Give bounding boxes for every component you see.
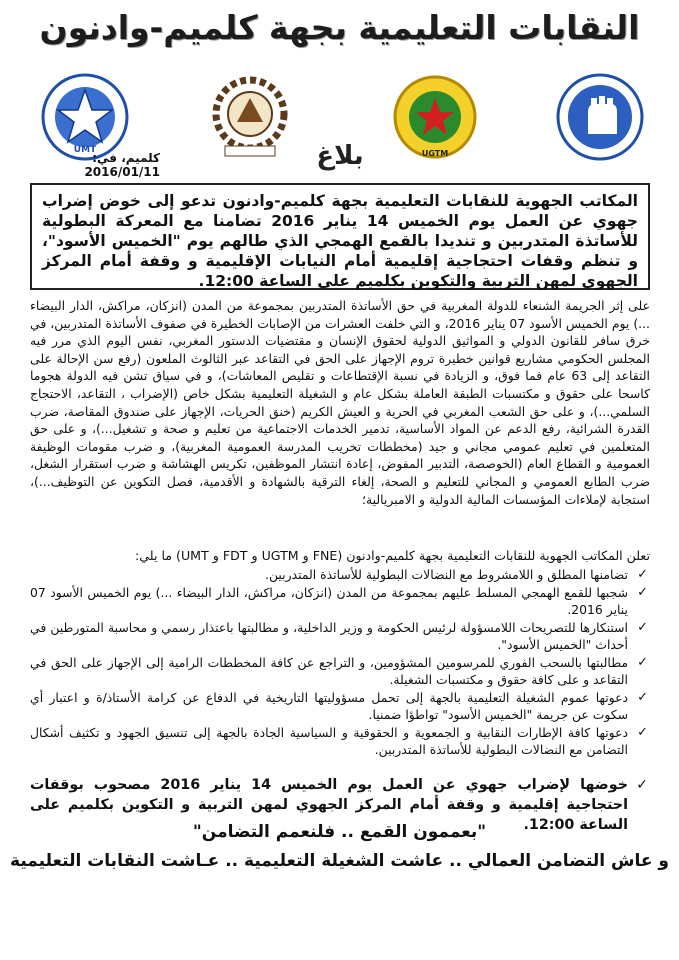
list-item: ✓ مطالبتها بالسحب الفوري للمرسومين المشؤومين، و التراجع عن كافة المخططات الرامية إلى الإجهاز على الحق في التقاعد و على كافة حقوق و مكتسبات الشغيلة. bbox=[30, 654, 648, 687]
svg-text:UGTM: UGTM bbox=[421, 149, 449, 158]
document-date: كلميم، في: 2016/01/11 bbox=[84, 151, 160, 179]
check-icon: ✓ bbox=[637, 619, 648, 635]
list-item: ✓ دعوتها عموم الشغيلة التعليمية بالجهة إلى تحمل مسؤوليتها التاريخية في الدفاع عن كرامة الأستاذ/ة و اعتبار أي سكوت عن جريمة "الخميس الأسود" تواطؤا ضمنيا. bbox=[30, 689, 648, 722]
list-item: ✓ دعوتها كافة الإطارات النقابية و الجمعوية و الحقوقية و السياسية الجادة بالجهة إلى تنسيق الجهود و تكثيف أشكال التضامن مع النضالات البطولية للأساتذة المتدربين. bbox=[30, 724, 648, 757]
summary-box: المكاتب الجهوية للنقابات التعليمية بجهة كلميم-وادنون تدعو إلى خوض إضراب جهوي عن العمل يوم الخميس 14 يناير 2016 تضامنا مع المعركة البطولية للأساتذة المتدربين و تنديدا بالقمع الهمجي الذي طالهم يوم "الخميس الأسود"، و تنظم وقفات احتجاجية إقليمية أمام النيابات الإقليمية و وقفة أمام المركز الجهوي لمهن التربية والتكوين بكلميم على الساعة 12:00. bbox=[30, 183, 650, 290]
page-title: النقابات التعليمية بجهة كلميم-وادنون bbox=[39, 8, 640, 47]
check-icon: ✓ bbox=[637, 584, 648, 600]
slogan-line-2: و عاش التضامن العمالي .. عاشت الشغيلة التعليمية .. عـاشت النقابات التعليمية bbox=[10, 851, 669, 871]
umt-logo bbox=[40, 72, 130, 162]
declaration-intro: تعلن المكاتب الجهوية للنقابات التعليمية بجهة كلميم-وادنون (FNE و UGTM و FDT و UMT) ما يلي: bbox=[135, 548, 650, 563]
svg-text:UMT: UMT bbox=[73, 145, 97, 155]
check-icon: ✓ bbox=[637, 654, 648, 670]
slogan-line-1: "بعممون القمع .. فلنعمم التضامن" bbox=[192, 822, 487, 842]
check-icon: ✓ bbox=[637, 567, 648, 582]
check-icon: ✓ bbox=[637, 689, 648, 705]
announcement-heading: بلاغ bbox=[316, 141, 364, 171]
check-icon: ✓ bbox=[637, 724, 648, 740]
body-paragraph: على إثر الجريمة الشنعاء للدولة المغربية في حق الأساتذة المتدربين بمجموعة من المدن (انزكان، مراكش، الدار البيضاء ...) يوم الخميس الأسود 07 يناير 2016، و التي خلفت العشرات من الإصابات الخطيرة في صفوف الأساتذة المتدربين، في خرق سافر للقانون الدولي و المواثيق الدولية لحقوق الإنسان و مقتضيات الدستور المغربي، نفس اليوم الذي مرر فيه المجلس الحكومي مشاريع قوانين خطيرة تروم الإجهاز على الحق في التقاعد عبر الثالوث الملعون (رفع سن الإحالة على التقاعد إلى 63 عام فما فوق، و الزيادة في نسبة الإقتطاعات و تقليص المعاشات)، و في سياق تشن فيه الدولة هجوما كاسحا على حقوق و مكتسبات الطبقة العاملة بشكل عام و الشغيلة التعليمية بشكل خاص (الإضراب ، التقاعد، الاحتجاج السلمي...)، و على حق الشعب المغربي في الحرية و العيش الكريم (خنق الحريات، الإجهاز على صندوق المقاصة، ضرب القدرة الشرائية، رفع الدعم عن المواد الأساسية، تدمير الخدمات الاجتماعية من تعليم و صحة و تشغيل...)، و على حق المتعلمين في تعليم عمومي مجاني و جيد (مخططات تخريب المدرسة العمومية المغربية)، و ضرب مقومات الوظيفة العمومية و القطاع العام (الخوصصة، التدبير المفوض، إعادة انتشار الموظفين، تكريس الهشاشة و ضرب استقرار الشغل، ضرب الطابع العمومي و المجاني للتعليم و الصحة، إلغاء الترقية بالشهادة و الأقدمية، فصل التكوين عن التوظيف...)، استجابة لإملاءات المؤسسات المالية الدولية و الامبريالية؛ bbox=[30, 298, 650, 507]
fne-logo bbox=[555, 72, 645, 162]
check-icon: ✓ bbox=[636, 777, 648, 793]
declaration-list bbox=[30, 566, 650, 759]
list-item: ✓ استنكارها للتصريحات اللامسؤولة لرئيس الحكومة و وزير الداخلية، و مطالبتها باعتذار رسمي و محاسبة المتورطين في أحداث "الخميس الأسود". bbox=[30, 619, 648, 652]
final-list-item: ✓ خوضها لإضراب جهوي عن العمل يوم الخميس 14 يناير 2016 مصحوب بوقفات احتجاجية إقليمية و وقفة أمام المركز الجهوي لمهن التربية و التكوين بكلميم على الساعة 12:00. bbox=[30, 777, 648, 833]
list-item: ✓ شجبها للقمع الهمجي المسلط عليهم بمجموعة من المدن (انزكان، مراكش، الدار البيضاء ...) يوم الخميس الأسود 07 يناير 2016. bbox=[30, 584, 648, 617]
list-item: ✓ تضامنها المطلق و اللامشروط مع النضالات البطولية للأساتذة المتدربين. bbox=[265, 567, 648, 582]
